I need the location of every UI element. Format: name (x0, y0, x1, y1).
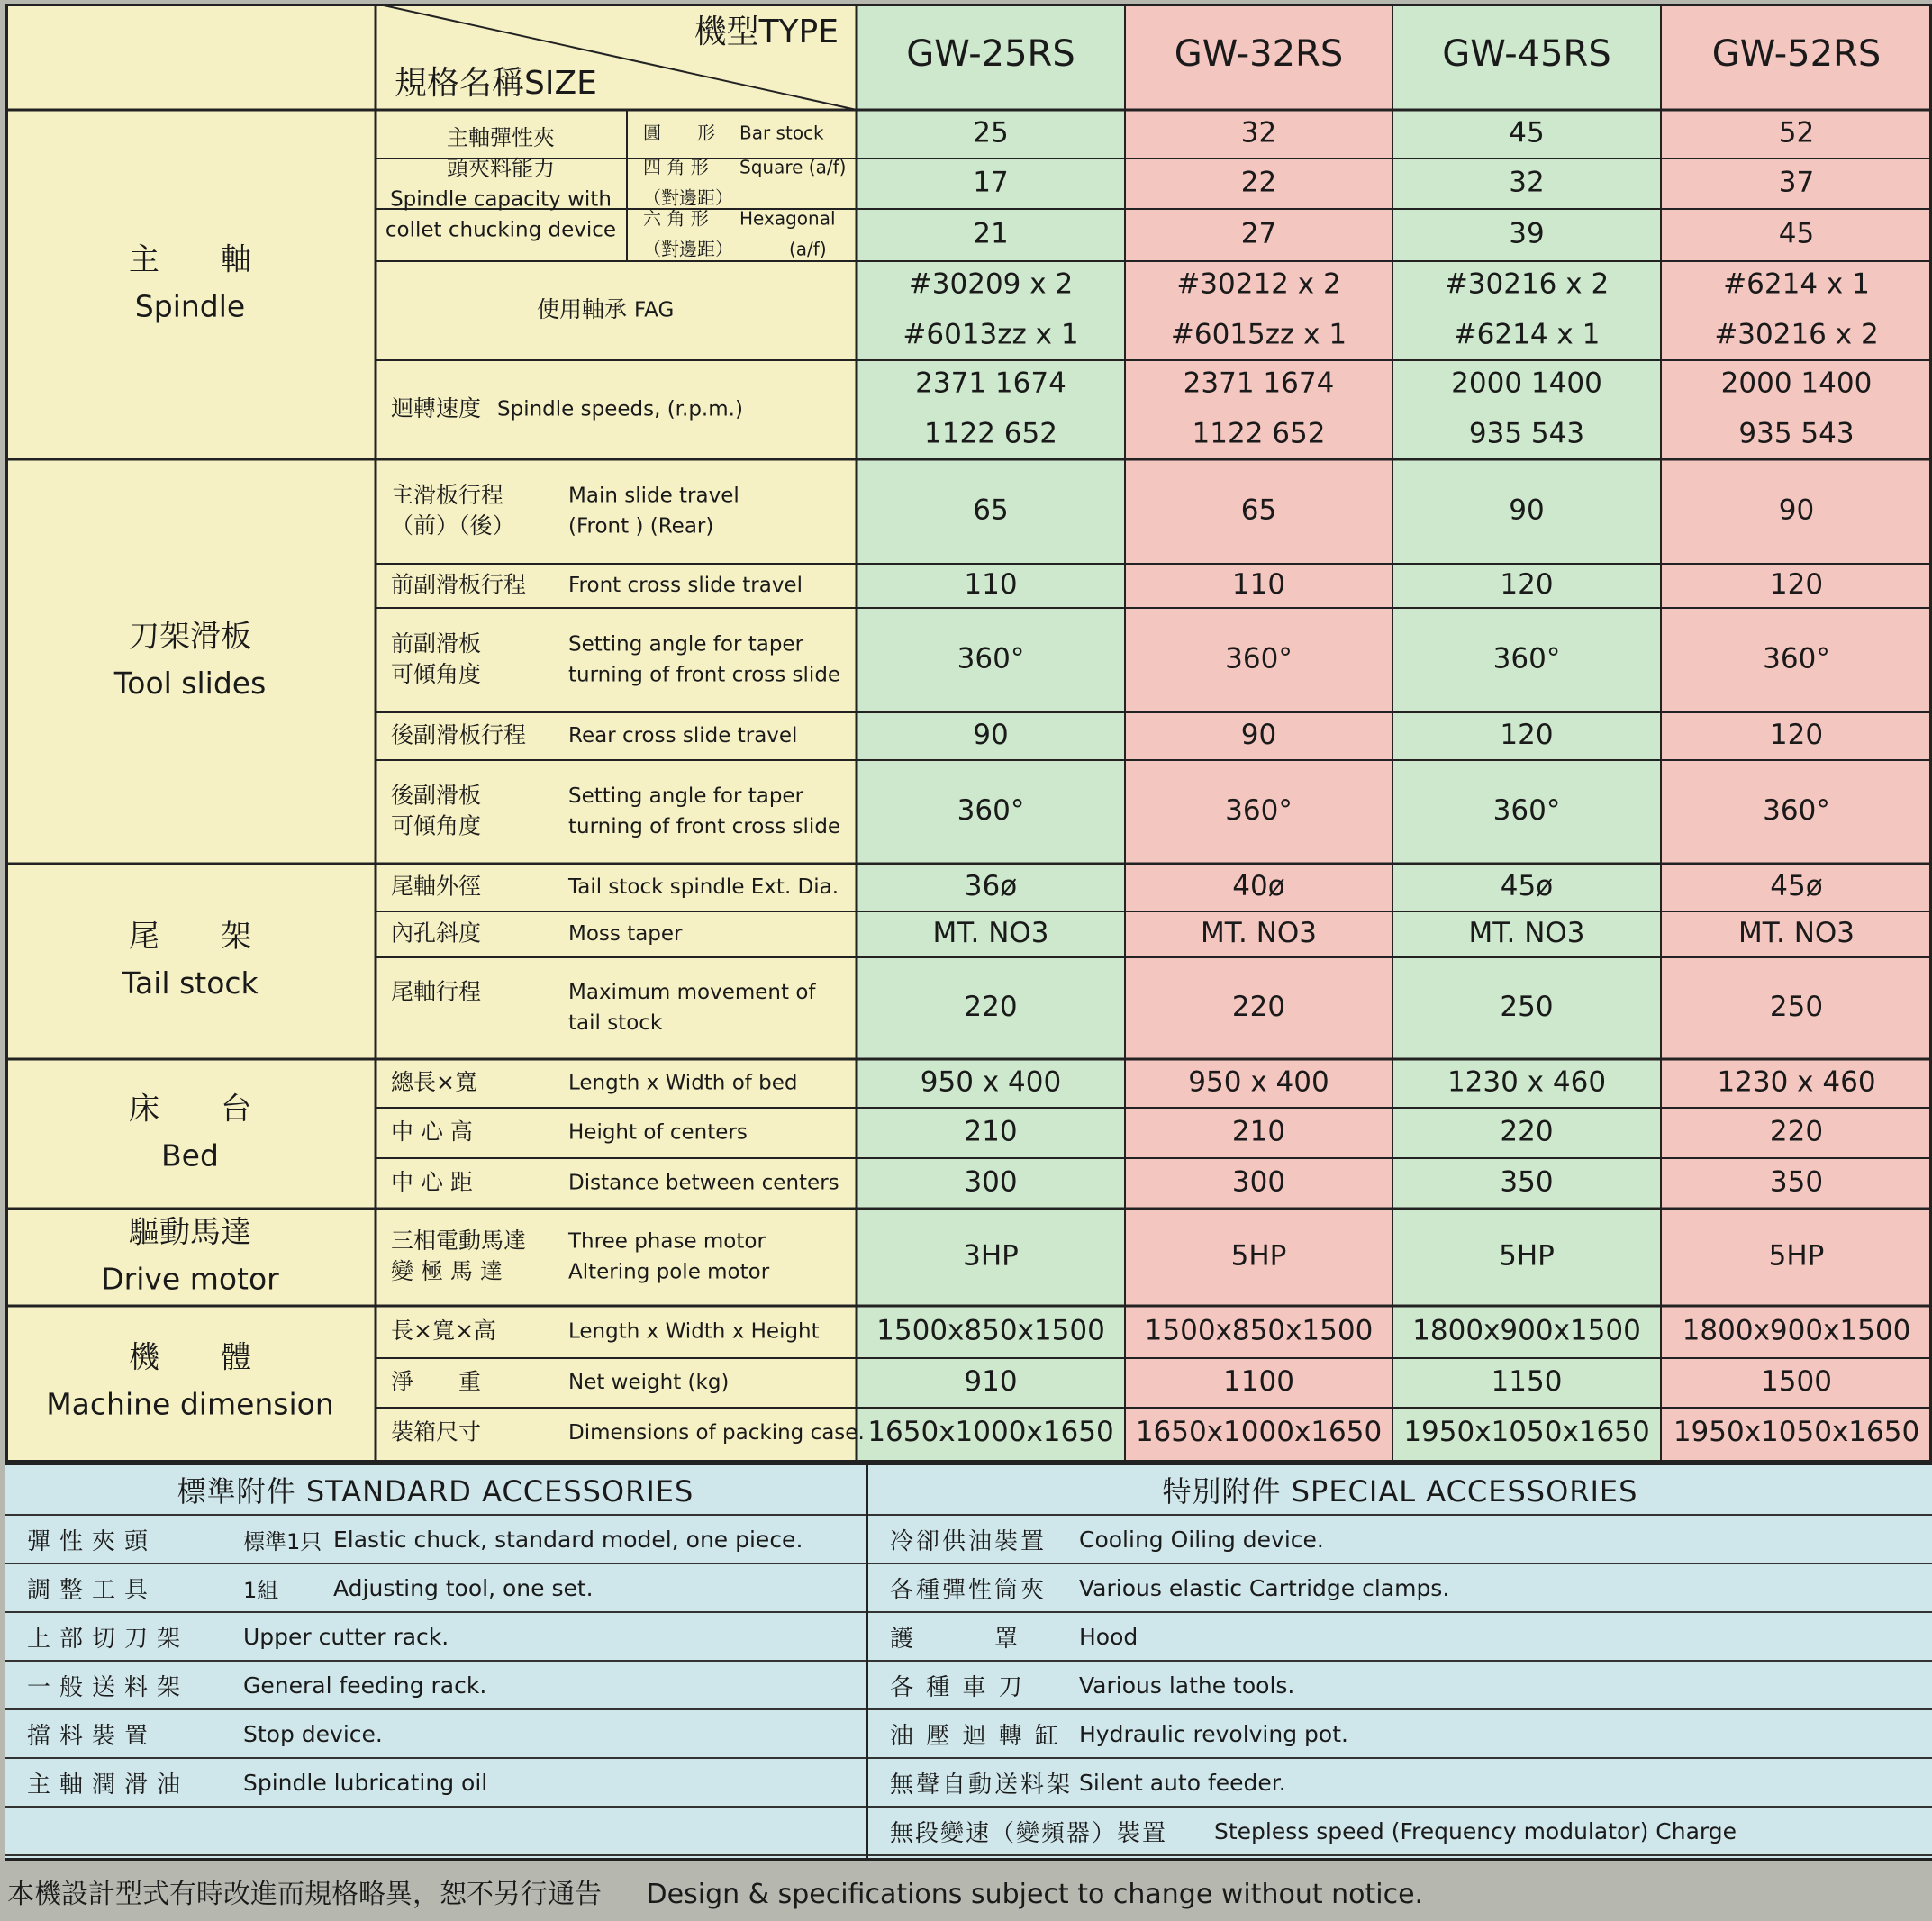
model-header: GW-32RS (1174, 33, 1344, 75)
group-label-zh: 床 台 (129, 1091, 251, 1128)
spec-value: MT. NO3 (932, 917, 1049, 949)
row-label-zh: 總長×寬 (391, 1069, 477, 1095)
row-label-en: Hexagonal (739, 207, 836, 230)
spec-value: 2371 1674 (915, 367, 1066, 400)
spec-value: 300 (964, 1165, 1018, 1199)
accessory-name-en: Spindle lubricating oil (243, 1769, 488, 1796)
spec-value: 950 x 400 (1188, 1065, 1329, 1099)
row-label-zh: 尾軸行程 (391, 978, 482, 1005)
spec-value: 22 (1240, 166, 1277, 199)
accessory-name-zh: 主軸潤滑油 (27, 1771, 190, 1799)
spec-value: #6214 x 1 (1723, 267, 1870, 301)
spec-value: 220 (964, 991, 1018, 1023)
row-label-zh: 尾軸外徑 (391, 873, 482, 900)
spec-table-svg (5, 4, 1932, 1463)
spec-value: 220 (1500, 1115, 1554, 1148)
group-label-zh: 主 軸 (129, 241, 251, 278)
spec-value: 90 (1509, 494, 1545, 527)
row-label-en: tail stock (568, 1011, 663, 1035)
spec-value: 1500x850x1500 (876, 1314, 1105, 1347)
specification-table (5, 4, 1932, 1463)
accessory-quantity: 1組 (243, 1577, 279, 1603)
row-label-zh: 中 心 高 (391, 1119, 473, 1145)
model-header: GW-25RS (906, 33, 1075, 75)
row-label-zh: 三相電動馬達 (391, 1228, 527, 1254)
row-label-en: Moss taper (568, 922, 683, 946)
spec-value: #30212 x 2 (1176, 267, 1341, 301)
spec-value: 1122 652 (924, 417, 1057, 450)
group-label-zh: 驅動馬達 (129, 1214, 251, 1251)
standard-accessory-item (5, 1759, 866, 1808)
spec-value: 1150 (1491, 1365, 1563, 1398)
spec-value: 360° (957, 794, 1025, 827)
spec-value: 1950x1050x1650 (1403, 1416, 1650, 1448)
spec-value: 21 (973, 217, 1009, 250)
spec-value: 90 (1240, 719, 1277, 751)
spec-value: 2000 1400 (1451, 367, 1602, 400)
row-label-en: Setting angle for taper (568, 632, 804, 657)
accessory-name-en: Hood (1079, 1623, 1138, 1650)
spec-value: 65 (1240, 494, 1277, 527)
accessory-name-zh: 油 壓 迴 轉 缸 (890, 1722, 1062, 1750)
spec-value: 300 (1231, 1165, 1286, 1199)
accessory-name-zh: 一般送料架 (27, 1673, 190, 1701)
row-label-zh: 變 極 馬 達 (391, 1258, 503, 1284)
group-label-en: Tail stock (122, 965, 259, 1001)
spec-value: 40ø (1232, 870, 1285, 902)
standard-accessory-item (5, 1516, 866, 1564)
spec-value: 210 (964, 1115, 1018, 1148)
footer-note-zh: 本機設計型式有時改進而規格略異，恕不另行通告 (7, 1879, 602, 1910)
spec-value: 3HP (963, 1239, 1019, 1273)
spec-value: 45ø (1500, 870, 1554, 902)
spec-value: 250 (1769, 991, 1824, 1023)
spec-value: 1800x900x1500 (1682, 1314, 1911, 1347)
row-label-zh: 可傾角度 (391, 812, 482, 839)
accessory-name-en: Stepless speed (Frequency modulator) Charge (1214, 1817, 1737, 1844)
spec-value: 32 (1240, 116, 1277, 150)
row-label-en: Front cross slide travel (568, 574, 803, 597)
spec-value: 950 x 400 (920, 1065, 1062, 1099)
spec-value: #6214 x 1 (1453, 318, 1601, 351)
group-label-en: Tool slides (113, 666, 267, 701)
row-label-en: Square (a/f) (739, 156, 847, 178)
spec-value: 1100 (1223, 1365, 1294, 1398)
capacity-label-en: Spindle capacity with (390, 187, 612, 212)
footer-note (7, 1871, 1459, 1911)
row-label-en: (a/f) (789, 238, 827, 260)
header-type-label: 機型TYPE (694, 14, 839, 50)
row-label-en: Rear cross slide travel (568, 724, 798, 748)
group-label-zh: 刀架滑板 (129, 619, 251, 655)
spec-value: 1122 652 (1192, 417, 1326, 450)
spec-value: 120 (1769, 719, 1824, 751)
accessory-name-zh: 冷卻供油裝置 (890, 1527, 1048, 1555)
accessory-name-en: Adjusting tool, one set. (333, 1574, 594, 1601)
spec-value: 45 (1509, 116, 1545, 150)
spec-value: 120 (1769, 568, 1824, 601)
spec-value: 1500x850x1500 (1144, 1314, 1374, 1347)
row-label-en: Setting angle for taper (568, 784, 804, 808)
accessory-name-en: Elastic chuck, standard model, one piece. (333, 1526, 803, 1553)
model-header: GW-52RS (1711, 33, 1882, 75)
spec-value: 250 (1500, 991, 1554, 1023)
spec-value: 1500 (1761, 1365, 1832, 1398)
spec-value: #6013zz x 1 (903, 318, 1079, 351)
accessory-name-zh: 各 種 車 刀 (890, 1673, 1025, 1701)
special-accessories (866, 1465, 1932, 1858)
group-label-en: Machine dimension (46, 1386, 334, 1422)
standard-accessory-item (5, 1710, 866, 1759)
row-label-en: Bar stock (739, 122, 824, 144)
row-label-zh: 淨 重 (391, 1368, 482, 1395)
special-accessory-item (868, 1808, 1932, 1856)
row-label-zh: 可傾角度 (391, 661, 482, 687)
spec-value: 65 (973, 494, 1009, 527)
row-label-en: FAG (634, 298, 675, 322)
spec-value: MT. NO3 (1200, 917, 1318, 949)
spec-value: #30216 x 2 (1444, 267, 1610, 301)
spec-value: 36ø (964, 870, 1018, 902)
standard-accessories-title: 標準附件 STANDARD ACCESSORIES (5, 1465, 866, 1516)
row-label-en: Dimensions of packing case. (568, 1421, 865, 1445)
accessory-name-en: Various elastic Cartridge clamps. (1079, 1574, 1450, 1601)
row-label-en: Altering pole motor (568, 1260, 770, 1284)
spec-value: 350 (1769, 1165, 1824, 1199)
spec-value: 39 (1509, 217, 1545, 250)
spec-value: 90 (973, 719, 1009, 751)
spec-value: MT. NO3 (1468, 917, 1585, 949)
spec-value: 935 543 (1738, 417, 1855, 450)
row-label-zh: （前）（後） (391, 512, 515, 539)
row-label-zh: 使用軸承 (537, 296, 628, 322)
group-label-en: Drive motor (101, 1261, 279, 1297)
group-label-zh: 機 體 (129, 1339, 251, 1376)
row-label-en: (Front ) (Rear) (568, 514, 714, 539)
spec-value: 90 (1778, 494, 1815, 527)
special-accessory-item (868, 1516, 1932, 1564)
spec-value: 5HP (1768, 1239, 1825, 1273)
spec-value: 220 (1769, 1115, 1824, 1148)
row-label-zh: 圓 形 (643, 122, 715, 144)
row-label-zh: （對邊距） (643, 186, 733, 209)
group-label-en: Spindle (134, 288, 246, 324)
spec-value: 1950x1050x1650 (1673, 1416, 1920, 1448)
row-label-zh: 主滑板行程 (391, 482, 504, 508)
spec-value: 360° (1763, 794, 1830, 827)
capacity-label-en: collet chucking device (385, 218, 617, 242)
group-label-en: Bed (161, 1137, 219, 1173)
spec-value: 350 (1500, 1165, 1554, 1199)
special-accessory-item (868, 1759, 1932, 1808)
spec-value: 1230 x 460 (1717, 1065, 1876, 1099)
spec-value: 1800x900x1500 (1412, 1314, 1641, 1347)
accessory-name-en: Hydraulic revolving pot. (1079, 1720, 1348, 1747)
accessory-name-zh: 彈性夾頭 (27, 1527, 158, 1555)
row-label-en: Three phase motor (568, 1229, 766, 1254)
spec-value: 110 (1231, 568, 1286, 601)
accessory-name-en: General feeding rack. (243, 1672, 487, 1699)
spec-value: 360° (1763, 642, 1830, 675)
row-label-en: Spindle speeds, (r.p.m.) (497, 397, 743, 421)
accessory-name-en: Stop device. (243, 1720, 383, 1747)
spec-value: MT. NO3 (1737, 917, 1855, 949)
spec-value: 360° (1225, 794, 1293, 827)
spec-value: 45ø (1770, 870, 1823, 902)
spec-value: 120 (1500, 719, 1554, 751)
accessory-name-zh: 擋料裝置 (27, 1722, 158, 1750)
row-label-en: turning of front cross slide (568, 815, 841, 838)
spec-value: 210 (1231, 1115, 1286, 1148)
spec-value: 1230 x 460 (1447, 1065, 1607, 1099)
row-label-en: Main slide travel (568, 484, 739, 508)
row-label-zh: 後副滑板行程 (391, 721, 527, 748)
spec-value: 110 (964, 568, 1018, 601)
capacity-label-zh: 頭夾料能力 (447, 156, 555, 181)
special-accessory-item (868, 1613, 1932, 1662)
spec-value: 32 (1509, 166, 1545, 199)
row-label-zh: 前副滑板 (391, 630, 482, 657)
spec-value: 52 (1778, 116, 1815, 150)
standard-accessory-empty-row (5, 1808, 866, 1856)
spec-value: 5HP (1230, 1239, 1287, 1273)
row-label-en: Net weight (kg) (568, 1371, 730, 1394)
row-label-en: Height of centers (568, 1120, 748, 1145)
standard-accessories (5, 1465, 866, 1858)
spec-value: 935 543 (1468, 417, 1585, 450)
spec-value: 5HP (1499, 1239, 1555, 1273)
accessory-quantity: 標準1只 (243, 1528, 322, 1554)
spec-value: 25 (973, 116, 1009, 150)
capacity-label-zh: 主軸彈性夾 (447, 125, 555, 150)
spec-value: 2371 1674 (1183, 367, 1335, 400)
header-size-label: 規格名稱SIZE (395, 65, 597, 102)
row-label-en: Distance between centers (568, 1171, 839, 1195)
special-accessory-item (868, 1564, 1932, 1613)
spec-value: 1650x1000x1650 (867, 1416, 1114, 1448)
spec-value: #30209 x 2 (908, 267, 1074, 301)
accessory-name-zh: 調整工具 (27, 1576, 158, 1604)
accessory-name-zh: 無聲自動送料架 (890, 1771, 1074, 1799)
accessory-name-en: Upper cutter rack. (243, 1623, 449, 1650)
accessory-name-zh: 護 罩 (890, 1625, 1021, 1653)
spec-value: 120 (1500, 568, 1554, 601)
row-label-zh: 迴轉速度 (391, 395, 482, 421)
spec-value: 910 (964, 1365, 1018, 1398)
spec-value: 45 (1778, 217, 1815, 250)
row-label-en: Tail stock spindle Ext. Dia. (568, 875, 839, 899)
spec-value: 27 (1240, 217, 1277, 250)
footer-note-en: Design & specifications subject to change without notice. (646, 1879, 1424, 1910)
accessories-section (5, 1463, 1932, 1861)
row-label-zh: （對邊距） (643, 238, 733, 260)
row-label-en: Length x Width of bed (568, 1071, 798, 1095)
spec-value: 37 (1778, 166, 1815, 199)
spec-value: 360° (957, 642, 1025, 675)
row-label-zh: 後副滑板 (391, 782, 482, 809)
row-label-en: Maximum movement of (568, 981, 816, 1004)
accessory-name-zh: 上部切刀架 (27, 1625, 190, 1653)
special-accessories-title: 特別附件 SPECIAL ACCESSORIES (868, 1465, 1932, 1516)
accessory-name-en: Cooling Oiling device. (1079, 1526, 1324, 1553)
row-label-zh: 長×寬×高 (391, 1318, 496, 1344)
spec-value: #30216 x 2 (1714, 318, 1879, 351)
row-label-zh: 四 角 形 (643, 156, 709, 178)
row-label-zh: 裝箱尺寸 (391, 1418, 482, 1445)
standard-accessory-item (5, 1613, 866, 1662)
row-label-en: turning of front cross slide (568, 663, 841, 687)
spec-value: 360° (1492, 642, 1561, 675)
standard-accessory-item (5, 1564, 866, 1613)
special-accessory-item (868, 1662, 1932, 1710)
accessory-name-zh: 無段變速（變頻器）裝置 (890, 1819, 1168, 1847)
special-accessory-item (868, 1710, 1932, 1759)
spec-value: #6015zz x 1 (1170, 318, 1347, 351)
row-label-zh: 六 角 形 (643, 207, 709, 230)
spec-value: 220 (1231, 991, 1286, 1023)
standard-accessory-item (5, 1662, 866, 1710)
spec-value: 360° (1225, 642, 1293, 675)
row-label-zh: 前副滑板行程 (391, 571, 527, 598)
spec-value: 360° (1492, 794, 1561, 827)
group-label-zh: 尾 架 (129, 919, 251, 955)
accessory-name-zh: 各種彈性筒夾 (890, 1576, 1048, 1604)
spec-value: 1650x1000x1650 (1135, 1416, 1383, 1448)
accessory-name-en: Silent auto feeder. (1079, 1769, 1286, 1796)
row-label-zh: 內孔斜度 (391, 920, 482, 947)
row-label-zh: 中 心 距 (391, 1169, 473, 1195)
spec-value: 17 (973, 166, 1009, 199)
model-header: GW-45RS (1442, 33, 1611, 75)
accessory-name-en: Various lathe tools. (1079, 1672, 1295, 1699)
spec-value: 2000 1400 (1720, 367, 1873, 400)
row-label-en: Length x Width x Height (568, 1319, 820, 1344)
